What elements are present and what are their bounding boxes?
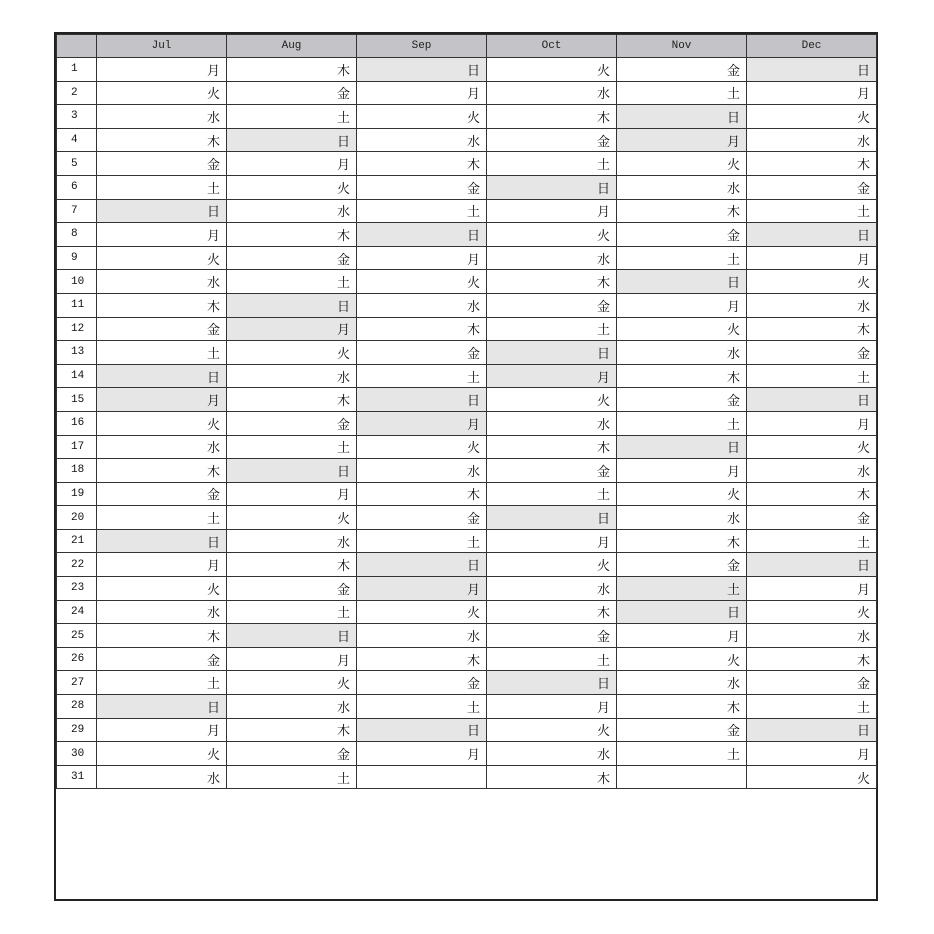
weekday-cell: 土 [617, 577, 747, 601]
weekday-cell: 水 [487, 411, 617, 435]
table-row [57, 624, 877, 648]
table-row [57, 199, 877, 223]
weekday-cell: 月 [357, 742, 487, 766]
weekday-cell: 金 [227, 577, 357, 601]
weekday-cell [617, 765, 747, 789]
weekday-cell: 火 [357, 270, 487, 294]
weekday-cell: 土 [617, 81, 747, 105]
table-row [57, 529, 877, 553]
weekday-cell: 火 [97, 411, 227, 435]
weekday-cell: 金 [97, 647, 227, 671]
day-number: 22 [57, 553, 97, 577]
weekday-cell: 水 [357, 128, 487, 152]
weekday-cell: 木 [747, 317, 877, 341]
weekday-cell: 土 [227, 270, 357, 294]
weekday-cell: 土 [487, 647, 617, 671]
weekday-cell: 日 [227, 128, 357, 152]
day-number: 11 [57, 293, 97, 317]
weekday-cell: 火 [357, 435, 487, 459]
weekday-cell: 火 [487, 58, 617, 82]
day-number: 16 [57, 411, 97, 435]
weekday-cell: 金 [357, 506, 487, 530]
weekday-cell: 火 [617, 317, 747, 341]
day-number: 28 [57, 695, 97, 719]
day-number: 26 [57, 647, 97, 671]
weekday-cell: 月 [357, 81, 487, 105]
table-row [57, 695, 877, 719]
day-number: 2 [57, 81, 97, 105]
table-row [57, 600, 877, 624]
weekday-cell: 水 [747, 128, 877, 152]
weekday-cell: 日 [227, 293, 357, 317]
calendar-frame [54, 32, 878, 901]
day-number: 20 [57, 506, 97, 530]
weekday-cell: 月 [487, 529, 617, 553]
weekday-cell: 日 [227, 624, 357, 648]
weekday-cell: 水 [617, 671, 747, 695]
weekday-cell: 日 [487, 341, 617, 365]
weekday-cell: 火 [97, 81, 227, 105]
weekday-cell: 水 [617, 175, 747, 199]
weekday-cell: 土 [97, 671, 227, 695]
table-row [57, 553, 877, 577]
weekday-cell: 月 [227, 482, 357, 506]
weekday-cell: 火 [617, 647, 747, 671]
day-number: 30 [57, 742, 97, 766]
weekday-cell: 木 [747, 647, 877, 671]
weekday-cell: 金 [357, 341, 487, 365]
table-row [57, 58, 877, 82]
weekday-cell: 火 [97, 577, 227, 601]
weekday-cell: 金 [617, 718, 747, 742]
weekday-cell: 金 [97, 152, 227, 176]
weekday-cell: 土 [487, 482, 617, 506]
weekday-cell: 木 [97, 293, 227, 317]
weekday-cell: 日 [617, 270, 747, 294]
weekday-cell: 水 [487, 246, 617, 270]
weekday-cell: 金 [487, 293, 617, 317]
weekday-cell: 月 [487, 199, 617, 223]
day-number: 24 [57, 600, 97, 624]
table-row [57, 506, 877, 530]
weekday-cell: 日 [357, 223, 487, 247]
table-row [57, 128, 877, 152]
weekday-cell: 月 [227, 647, 357, 671]
weekday-cell: 金 [487, 128, 617, 152]
weekday-cell: 日 [617, 435, 747, 459]
weekday-cell: 火 [487, 223, 617, 247]
weekday-cell: 木 [357, 482, 487, 506]
weekday-cell: 土 [97, 506, 227, 530]
weekday-cell: 火 [227, 341, 357, 365]
weekday-cell: 水 [97, 765, 227, 789]
weekday-cell: 土 [227, 435, 357, 459]
weekday-cell: 土 [747, 695, 877, 719]
day-number: 6 [57, 175, 97, 199]
weekday-cell: 金 [227, 411, 357, 435]
weekday-cell: 木 [97, 459, 227, 483]
header-month: Jul [97, 35, 227, 58]
table-row [57, 647, 877, 671]
table-row [57, 765, 877, 789]
weekday-cell: 水 [617, 506, 747, 530]
weekday-cell: 日 [97, 695, 227, 719]
weekday-cell: 水 [617, 341, 747, 365]
weekday-cell: 火 [97, 246, 227, 270]
weekday-cell: 木 [227, 58, 357, 82]
day-number: 23 [57, 577, 97, 601]
table-row [57, 577, 877, 601]
weekday-cell: 金 [617, 58, 747, 82]
weekday-cell: 水 [357, 459, 487, 483]
weekday-cell: 金 [357, 175, 487, 199]
table-row [57, 175, 877, 199]
weekday-cell: 木 [617, 364, 747, 388]
table-row [57, 435, 877, 459]
weekday-cell: 日 [747, 388, 877, 412]
weekday-cell: 土 [357, 695, 487, 719]
header-month: Sep [357, 35, 487, 58]
weekday-cell: 日 [357, 388, 487, 412]
weekday-cell: 火 [747, 765, 877, 789]
weekday-cell: 金 [227, 742, 357, 766]
weekday-cell: 土 [487, 152, 617, 176]
day-number: 21 [57, 529, 97, 553]
weekday-cell: 水 [357, 624, 487, 648]
header-month: Oct [487, 35, 617, 58]
weekday-cell: 水 [487, 81, 617, 105]
weekday-cell: 金 [97, 317, 227, 341]
day-number: 25 [57, 624, 97, 648]
weekday-cell: 水 [227, 695, 357, 719]
weekday-cell: 木 [487, 765, 617, 789]
table-row [57, 341, 877, 365]
weekday-cell: 木 [227, 553, 357, 577]
weekday-cell: 木 [747, 482, 877, 506]
day-number: 3 [57, 105, 97, 129]
table-row [57, 293, 877, 317]
weekday-cell: 金 [617, 553, 747, 577]
weekday-cell: 日 [97, 364, 227, 388]
weekday-cell: 金 [227, 81, 357, 105]
weekday-cell: 月 [357, 411, 487, 435]
weekday-cell: 日 [747, 58, 877, 82]
weekday-cell: 月 [487, 695, 617, 719]
weekday-cell: 土 [617, 742, 747, 766]
weekday-cell: 火 [97, 742, 227, 766]
weekday-cell: 月 [97, 388, 227, 412]
weekday-cell: 火 [227, 175, 357, 199]
table-row [57, 482, 877, 506]
weekday-cell: 日 [357, 553, 487, 577]
table-row [57, 364, 877, 388]
weekday-cell: 木 [227, 388, 357, 412]
weekday-cell: 木 [487, 270, 617, 294]
table-row [57, 671, 877, 695]
weekday-cell: 木 [617, 199, 747, 223]
weekday-cell: 木 [97, 624, 227, 648]
header-month: Nov [617, 35, 747, 58]
weekday-cell: 金 [747, 671, 877, 695]
weekday-cell: 日 [357, 58, 487, 82]
weekday-cell: 木 [617, 695, 747, 719]
weekday-cell: 火 [227, 506, 357, 530]
weekday-cell: 金 [357, 671, 487, 695]
weekday-cell: 金 [97, 482, 227, 506]
weekday-cell: 月 [357, 577, 487, 601]
weekday-cell: 土 [97, 175, 227, 199]
weekday-cell: 火 [747, 270, 877, 294]
day-number: 9 [57, 246, 97, 270]
weekday-cell: 火 [227, 671, 357, 695]
day-number: 8 [57, 223, 97, 247]
day-number: 4 [57, 128, 97, 152]
table-row [57, 411, 877, 435]
weekday-cell: 火 [617, 482, 747, 506]
day-number: 31 [57, 765, 97, 789]
table-row [57, 81, 877, 105]
weekday-cell: 土 [357, 364, 487, 388]
weekday-cell: 水 [97, 435, 227, 459]
table-row [57, 742, 877, 766]
weekday-cell: 土 [357, 529, 487, 553]
weekday-cell: 日 [747, 553, 877, 577]
weekday-cell: 月 [617, 128, 747, 152]
weekday-cell: 水 [227, 199, 357, 223]
weekday-cell: 水 [487, 577, 617, 601]
weekday-cell: 日 [227, 459, 357, 483]
header-month: Dec [747, 35, 877, 58]
weekday-cell: 月 [227, 152, 357, 176]
day-number: 12 [57, 317, 97, 341]
weekday-cell: 日 [97, 529, 227, 553]
day-number: 7 [57, 199, 97, 223]
weekday-cell: 土 [747, 199, 877, 223]
weekday-cell: 日 [487, 175, 617, 199]
weekday-cell: 金 [617, 388, 747, 412]
weekday-cell: 金 [747, 506, 877, 530]
weekday-cell: 土 [747, 364, 877, 388]
day-number: 1 [57, 58, 97, 82]
day-number: 10 [57, 270, 97, 294]
day-number: 14 [57, 364, 97, 388]
weekday-cell: 水 [747, 293, 877, 317]
weekday-cell: 月 [747, 81, 877, 105]
weekday-cell: 日 [487, 671, 617, 695]
weekday-cell: 水 [97, 600, 227, 624]
weekday-cell: 月 [617, 293, 747, 317]
weekday-cell: 水 [227, 529, 357, 553]
weekday-cell: 土 [487, 317, 617, 341]
table-row [57, 270, 877, 294]
day-number: 13 [57, 341, 97, 365]
weekday-cell: 月 [487, 364, 617, 388]
weekday-cell [357, 765, 487, 789]
weekday-cell: 金 [747, 341, 877, 365]
weekday-cell: 火 [487, 388, 617, 412]
weekday-cell: 金 [617, 223, 747, 247]
weekday-cell: 日 [617, 600, 747, 624]
weekday-cell: 土 [617, 246, 747, 270]
weekday-cell: 土 [97, 341, 227, 365]
day-number: 27 [57, 671, 97, 695]
weekday-cell: 火 [747, 600, 877, 624]
weekday-cell: 月 [357, 246, 487, 270]
weekday-cell: 土 [617, 411, 747, 435]
weekday-cell: 火 [487, 553, 617, 577]
weekday-cell: 火 [357, 105, 487, 129]
weekday-cell: 木 [357, 317, 487, 341]
weekday-cell: 火 [747, 105, 877, 129]
weekday-cell: 月 [97, 718, 227, 742]
weekday-cell: 水 [227, 364, 357, 388]
weekday-cell: 木 [97, 128, 227, 152]
weekday-cell: 土 [227, 600, 357, 624]
weekday-cell: 木 [487, 600, 617, 624]
header-row [57, 35, 877, 58]
weekday-cell: 水 [747, 624, 877, 648]
weekday-cell: 金 [487, 459, 617, 483]
weekday-cell: 火 [617, 152, 747, 176]
weekday-cell: 日 [97, 199, 227, 223]
weekday-cell: 月 [617, 624, 747, 648]
day-number: 18 [57, 459, 97, 483]
weekday-cell: 日 [617, 105, 747, 129]
weekday-cell: 火 [747, 435, 877, 459]
weekday-cell: 月 [97, 58, 227, 82]
weekday-cell: 金 [227, 246, 357, 270]
day-number: 29 [57, 718, 97, 742]
day-number: 17 [57, 435, 97, 459]
weekday-cell: 木 [487, 105, 617, 129]
weekday-cell: 金 [487, 624, 617, 648]
weekday-cell: 月 [747, 577, 877, 601]
weekday-cell: 木 [747, 152, 877, 176]
weekday-cell: 木 [617, 529, 747, 553]
weekday-cell: 土 [357, 199, 487, 223]
header-month: Aug [227, 35, 357, 58]
weekday-cell: 月 [97, 223, 227, 247]
weekday-cell: 土 [227, 765, 357, 789]
weekday-cell: 木 [227, 223, 357, 247]
table-row [57, 105, 877, 129]
weekday-cell: 木 [357, 647, 487, 671]
table-row [57, 388, 877, 412]
weekday-cell: 火 [357, 600, 487, 624]
day-number: 5 [57, 152, 97, 176]
weekday-cell: 水 [747, 459, 877, 483]
weekday-cell: 日 [747, 718, 877, 742]
weekday-cell: 月 [747, 246, 877, 270]
weekday-cell: 火 [487, 718, 617, 742]
table-row [57, 246, 877, 270]
header-corner [57, 35, 97, 58]
weekday-cell: 日 [487, 506, 617, 530]
calendar-table [56, 34, 877, 789]
day-number: 15 [57, 388, 97, 412]
weekday-cell: 月 [97, 553, 227, 577]
weekday-cell: 木 [357, 152, 487, 176]
table-row [57, 152, 877, 176]
calendar-body [57, 58, 877, 789]
weekday-cell: 月 [747, 742, 877, 766]
weekday-cell: 日 [357, 718, 487, 742]
weekday-cell: 水 [97, 270, 227, 294]
weekday-cell: 木 [487, 435, 617, 459]
table-row [57, 459, 877, 483]
weekday-cell: 月 [227, 317, 357, 341]
weekday-cell: 日 [747, 223, 877, 247]
table-row [57, 317, 877, 341]
table-row [57, 223, 877, 247]
table-row [57, 718, 877, 742]
weekday-cell: 月 [747, 411, 877, 435]
weekday-cell: 土 [227, 105, 357, 129]
weekday-cell: 水 [357, 293, 487, 317]
weekday-cell: 木 [227, 718, 357, 742]
weekday-cell: 水 [487, 742, 617, 766]
weekday-cell: 土 [747, 529, 877, 553]
weekday-cell: 金 [747, 175, 877, 199]
weekday-cell: 水 [97, 105, 227, 129]
weekday-cell: 月 [617, 459, 747, 483]
day-number: 19 [57, 482, 97, 506]
